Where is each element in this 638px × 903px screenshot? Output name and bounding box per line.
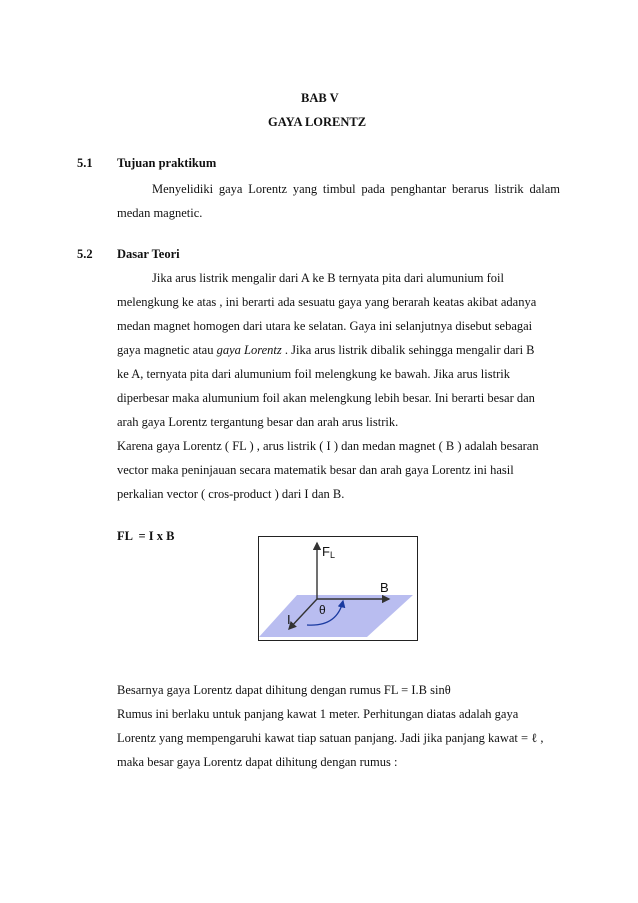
paragraph-line: Menyelidiki gaya Lorentz yang timbul pada penghantar berarus listrik dalam bbox=[152, 182, 560, 196]
paragraph-line: arah gaya Lorentz tergantung besar dan arah arus listrik. bbox=[117, 415, 399, 429]
paragraph-line: medan magnetic. bbox=[117, 206, 203, 220]
text-segment: . Jika arus listrik dibalik sehingga mengalir dari B bbox=[281, 343, 535, 357]
lorentz-force-diagram bbox=[258, 536, 418, 641]
paragraph-line: medan magnet homogen dari utara ke selatan. Gaya ini selanjutnya disebut sebagai bbox=[117, 319, 533, 333]
paragraph-line: maka besar gaya Lorentz dapat dihitung dengan rumus : bbox=[117, 755, 398, 769]
paragraph-line: Rumus ini berlaku untuk panjang kawat 1 meter. Perhitungan diatas adalah gaya bbox=[117, 707, 519, 721]
paragraph-line-with-italic bbox=[117, 343, 535, 358]
b-label: B bbox=[380, 580, 389, 595]
force-label: FL bbox=[322, 544, 335, 560]
paragraph-line: vector maka peninjauan secara matematik besar dan arah gaya Lorentz ini hasil bbox=[117, 463, 514, 477]
text-segment: gaya magnetic atau bbox=[117, 343, 217, 357]
section-heading-tujuan: Tujuan praktikum bbox=[117, 156, 217, 170]
paragraph-line: Lorentz yang mempengaruhi kawat tiap satuan panjang. Jadi jika panjang kawat = ℓ , bbox=[117, 731, 544, 745]
theta-label: θ bbox=[319, 603, 326, 617]
paragraph-line: Besarnya gaya Lorentz dapat dihitung dengan rumus FL = I.B sinθ bbox=[117, 683, 451, 697]
formula: FL = I x B bbox=[117, 529, 175, 543]
i-label: I bbox=[287, 612, 291, 627]
paragraph-line: Karena gaya Lorentz ( FL ) , arus listrik ( I ) dan medan magnet ( B ) adalah besaran bbox=[117, 439, 539, 453]
paragraph-line: diperbesar maka alumunium foil akan melengkung lebih besar. Ini berarti besar dan bbox=[117, 391, 535, 405]
chapter-label: BAB V bbox=[301, 91, 339, 105]
section-number-5-2: 5.2 bbox=[77, 247, 93, 261]
paragraph-line: ke A, ternyata pita dari alumunium foil melengkung ke bawah. Jika arus listrik bbox=[117, 367, 510, 381]
section-number-5-1: 5.1 bbox=[77, 156, 93, 170]
lorentz-diagram-svg bbox=[259, 537, 417, 640]
paragraph-line: perkalian vector ( cros-product ) dari I dan B. bbox=[117, 487, 345, 501]
section-heading-dasar-teori: Dasar Teori bbox=[117, 247, 180, 261]
page-title: GAYA LORENTZ bbox=[268, 115, 367, 129]
paragraph-line: Jika arus listrik mengalir dari A ke B ternyata pita dari alumunium foil bbox=[152, 271, 505, 285]
italic-term: gaya Lorentz bbox=[216, 343, 282, 357]
paragraph-line: melengkung ke atas , ini berarti ada sesuatu gaya yang berarah keatas akibat adanya bbox=[117, 295, 537, 309]
